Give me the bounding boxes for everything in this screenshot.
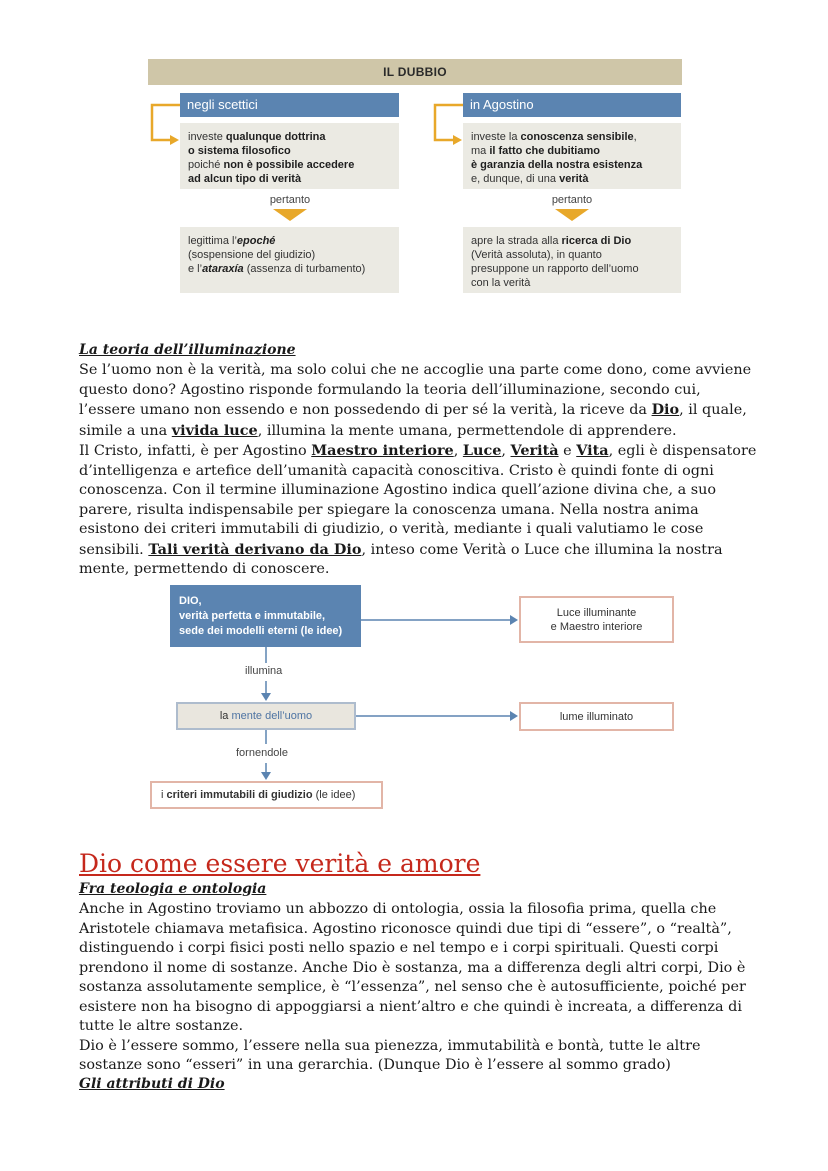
paragraph-illuminazione	[79, 361, 759, 580]
criteri-suffix: (le idee)	[312, 789, 356, 801]
emphasized-text: ad alcun tipo di verità	[188, 173, 302, 185]
mente-highlight: mente dell’uomo	[231, 710, 313, 722]
box-mente-uomo	[176, 702, 356, 730]
dio-line: DIO,	[179, 595, 202, 607]
criteri-prefix: i	[161, 789, 167, 801]
emphasized-text: Maestro interiore	[311, 442, 454, 459]
section-heading-ontologia: Fra teologia e ontologia	[79, 881, 267, 897]
diagram-title: IL DUBBIO	[148, 59, 682, 85]
emphasized-text: è garanzia della nostra esistenza	[471, 159, 643, 171]
text-run: , il quale, simile a una	[79, 402, 747, 439]
luce-line: Luce illuminante	[556, 606, 637, 619]
luce-line: e Maestro interiore	[550, 620, 643, 633]
text-run: ,	[501, 443, 511, 459]
box-lume-illuminato: lume illuminato	[519, 702, 674, 731]
text-run: , illumina la mente umana, permettendole di apprendere.	[257, 422, 677, 439]
text-run: Dio è l’essere sommo, l’essere nella sua pienezza, immutabilità e bontà, tutte le altre sostanze sono “esseri” in una gerarchia. (Dunque Dio è l’essere al sommo grado)	[79, 1037, 701, 1073]
down-triangle-icon	[273, 209, 307, 221]
text-run: Se l’uomo non è la verità, ma solo colui che ne accoglie una parte come dono, come avviene questo dono? Agostino risponde formulando la teoria dell’illuminazione, secondo cui, l’essere umano non essendo e non possedendo di per sé la verità, la riceve da	[79, 362, 752, 418]
emphasized-text: qualunque dottrina	[225, 131, 326, 143]
box-dio	[170, 585, 361, 647]
text-run: ma	[471, 145, 490, 157]
emphasized-text: o sistema filosofico	[188, 145, 291, 157]
paragraph-ontologia	[79, 900, 751, 1076]
box-agostino-esito	[463, 227, 681, 293]
emphasized-text: verità	[559, 173, 589, 185]
label-illumina: illumina	[245, 665, 283, 677]
dio-line: sede dei modelli eterni (le idee)	[179, 625, 343, 637]
text-run: (sospensione del giudizio)	[188, 249, 316, 261]
emphasized-text: Tali verità derivano da Dio	[148, 540, 362, 558]
emphasized-text: non è possibile accedere	[223, 159, 355, 171]
header-scettici: negli scettici	[180, 93, 399, 117]
text-run: (Verità assoluta), in quanto	[471, 249, 602, 261]
text-run: , egli è dispensatore d’intelligenza e artefice dell’umanità capacità conoscitiva. Cristo è quindi fonte di ogni conoscenza. Con il termine illuminazione Agostino indica quell’azione divina che, a suo parere, risulta indispensabile per spiegare la conoscenza umana. Nella nostra anima esistono dei criteri immutabili di giudizio, o verità, mediante i quali valutiamo le cose sensibili.	[79, 443, 757, 558]
criteri-bold: criteri immutabili di giudizio	[166, 789, 313, 801]
text-run: , inteso come Verità o Luce che illumina la nostra mente, permettendo di conoscere.	[79, 541, 723, 577]
emphasized-text: vivida luce	[171, 421, 258, 439]
dio-line: verità perfetta e immutabile,	[179, 610, 326, 622]
header-agostino: in Agostino	[463, 93, 681, 117]
section-heading-attributi: Gli attributi di Dio	[79, 1076, 225, 1092]
text-run: (assenza di turbamento)	[243, 263, 366, 275]
emphasized-text: ricerca di Dio	[561, 235, 632, 247]
pertanto-label-left: pertanto	[269, 194, 311, 206]
dubbio-diagram	[148, 58, 682, 296]
text-run: poiché	[188, 159, 224, 171]
emphasized-text: Verità	[510, 442, 559, 459]
text-run: presuppone un rapporto dell’uomo	[471, 263, 639, 275]
text-run: ,	[453, 443, 463, 459]
box-luce-illuminante	[519, 596, 674, 643]
mente-prefix: la	[219, 710, 232, 722]
text-run: Anche in Agostino troviamo un abbozzo di ontologia, ossia la filosofia prima, quella che Aristotele chiamava metafisica. Agostino riconosce quindi due tipi di “essere”, o “realtà”, distinguendo i corpi fisici posti nello spazio e nel tempo e i corpi spirituali. Questi corpi prendono il nome di sostanze. Anche Dio è sostanza, ma a differenza degli altri corpi, Dio è sostanza assolutamente semplice, è “l’essenza”, nel senso che è autosufficiente, poiché per esistere non ha bisogno di appoggiarsi a nient’altro e che quindi è increata, a differenza di tutte le altre sostanze.	[79, 901, 746, 1034]
text-run: Il Cristo, infatti, è per Agostino	[79, 443, 312, 459]
box-scettici-esito	[180, 227, 399, 293]
emphasized-text: epoché	[236, 235, 276, 247]
text-run: investe la	[471, 131, 521, 143]
down-triangle-icon	[555, 209, 589, 221]
text-run: e	[558, 443, 577, 459]
box-agostino-dubbio	[463, 123, 681, 189]
text-run: e l’	[188, 263, 203, 275]
section-heading-illuminazione: La teoria dell’illuminazione	[79, 342, 296, 358]
illuminazione-diagram	[148, 583, 680, 815]
box-scettici-dubbio	[180, 123, 399, 189]
emphasized-text: Dio	[651, 401, 680, 418]
label-fornendole: fornendole	[236, 747, 288, 759]
emphasized-text: conoscenza sensibile	[520, 131, 634, 143]
text-run: apre la strada alla	[471, 235, 562, 247]
text-run: legittima l’	[188, 235, 237, 247]
emphasized-text: il fatto che dubitiamo	[489, 145, 600, 157]
emphasized-text: ataraxía	[202, 263, 244, 275]
text-run: investe	[188, 131, 226, 143]
box-criteri	[150, 781, 383, 809]
text-run: ,	[633, 131, 637, 143]
emphasized-text: Luce	[462, 442, 502, 459]
text-run: e, dunque, di una	[471, 173, 560, 185]
pertanto-label-right: pertanto	[551, 194, 593, 206]
section-title-dio: Dio come essere verità e amore	[79, 849, 481, 878]
text-run: con la verità	[471, 277, 531, 289]
emphasized-text: Vita	[576, 442, 609, 459]
